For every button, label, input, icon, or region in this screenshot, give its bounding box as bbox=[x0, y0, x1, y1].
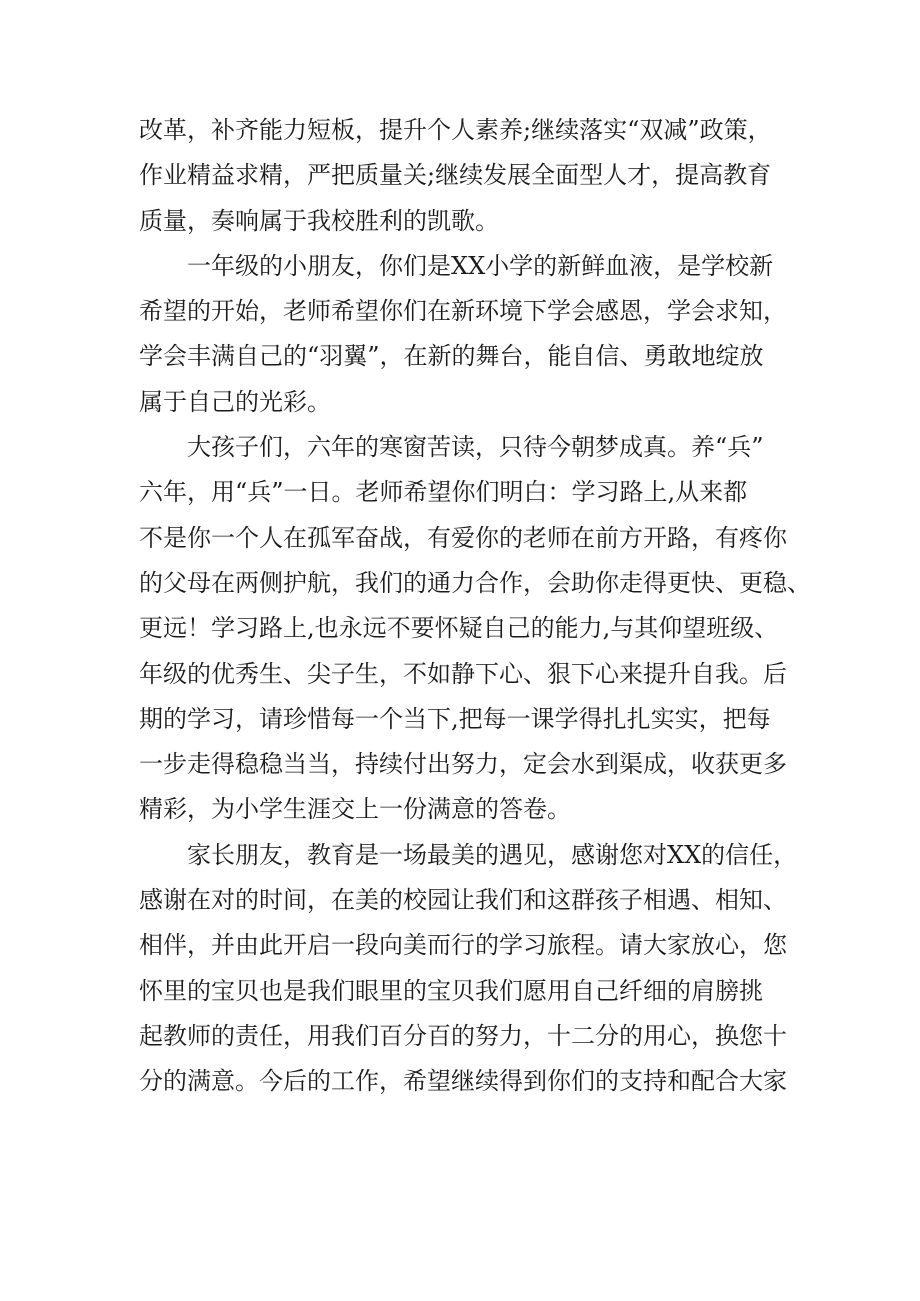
text-line: 更远！学习路上,也永远不要怀疑自己的能力,与其仰望班级、 bbox=[139, 614, 779, 643]
text-line: 希望的开始，老师希望你们在新环境下学会感恩，学会求知， bbox=[139, 297, 787, 326]
text-line: 六年，用“兵”一日。老师希望你们明白：学习路上,从来都 bbox=[139, 478, 748, 507]
text-line: 学会丰满自己的“羽翼”，在新的舞台，能自信、勇敢地绽放 bbox=[139, 342, 764, 371]
text-line: 作业精益求精，严把质量关;继续发展全面型人才，提高教育 bbox=[139, 161, 772, 190]
text-line: 属于自己的光彩。 bbox=[139, 387, 331, 416]
text-line: 一步走得稳稳当当，持续付出努力，定会水到渠成，收获更多 bbox=[139, 750, 787, 779]
text-line: 起教师的责任，用我们百分百的努力，十二分的用心，换您十 bbox=[139, 1021, 787, 1050]
text-line: 怀里的宝贝也是我们眼里的宝贝我们愿用自己纤细的肩膀挑 bbox=[139, 976, 763, 1005]
body-text bbox=[139, 108, 811, 1105]
text-line: 感谢在对的时间，在美的校园让我们和这群孩子相遇、相知、 bbox=[139, 886, 787, 915]
text-line: 精彩，为小学生涯交上一份满意的答卷。 bbox=[139, 795, 571, 824]
text-line: 的父母在两侧护航，我们的通力合作，会助你走得更快、更稳、 bbox=[139, 568, 811, 597]
paragraph-first-line: 家长朋友，教育是一场最美的遇见，感谢您对XX的信任， bbox=[187, 840, 798, 869]
text-line: 年级的优秀生、尖子生，不如静下心、狠下心来提升自我。后 bbox=[139, 659, 787, 688]
text-line: 改革，补齐能力短板，提升个人素养;继续落实“双减”政策， bbox=[139, 116, 772, 144]
text-line: 期的学习，请珍惜每一个当下,把每一课学得扎扎实实，把每 bbox=[139, 704, 771, 733]
paragraph-first-line: 一年级的小朋友，你们是XX小学的新鲜血液，是学校新 bbox=[187, 251, 774, 280]
paragraph-first-line: 大孩子们，六年的寒窗苦读，只待今朝梦成真。养“兵” bbox=[187, 433, 764, 462]
text-line: 质量，奏响属于我校胜利的凯歌。 bbox=[139, 206, 499, 235]
text-line: 相伴，并由此开启一段向美而行的学习旅程。请大家放心，您 bbox=[139, 931, 787, 960]
text-line: 不是你一个人在孤军奋战，有爱你的老师在前方开路，有疼你 bbox=[139, 523, 787, 552]
text-line: 分的满意。今后的工作，希望继续得到你们的支持和配合大家 bbox=[139, 1067, 787, 1096]
